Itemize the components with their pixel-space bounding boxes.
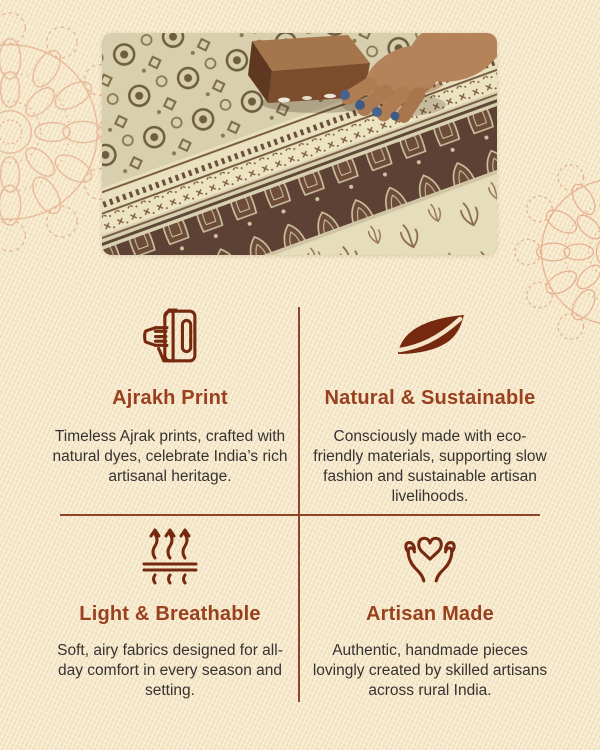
feature-ajrakh-print — [40, 307, 300, 487]
breathable-fabric-icon — [40, 527, 300, 585]
feature-natural-sustainable — [300, 307, 560, 507]
horizontal-divider — [60, 514, 540, 516]
feature-title: Ajrakh Print — [112, 387, 228, 409]
block-printing-illustration — [102, 33, 497, 255]
feature-description: Consciously made with eco-friendly materials, supporting slow fashion and sustainable artisan livelihoods. — [313, 428, 547, 505]
feature-title: Light & Breathable — [79, 603, 261, 625]
feature-title: Natural & Sustainable — [324, 387, 536, 409]
feature-title: Artisan Made — [366, 603, 494, 625]
vertical-divider — [298, 307, 300, 702]
feature-description: Timeless Ajrak prints, crafted with natural dyes, celebrate India’s rich artisanal heritage. — [52, 428, 288, 485]
block-print-hand-icon — [40, 307, 300, 365]
hero-photo-block-printing — [102, 33, 497, 255]
hands-holding-heart-icon — [300, 527, 560, 585]
leaf-icon — [300, 307, 560, 365]
feature-description: Authentic, handmade pieces lovingly created by skilled artisans across rural India. — [312, 642, 548, 699]
feature-artisan-made — [300, 527, 560, 701]
feature-description: Soft, airy fabrics designed for all-day comfort in every season and setting. — [57, 642, 283, 699]
feature-light-breathable — [40, 527, 300, 701]
